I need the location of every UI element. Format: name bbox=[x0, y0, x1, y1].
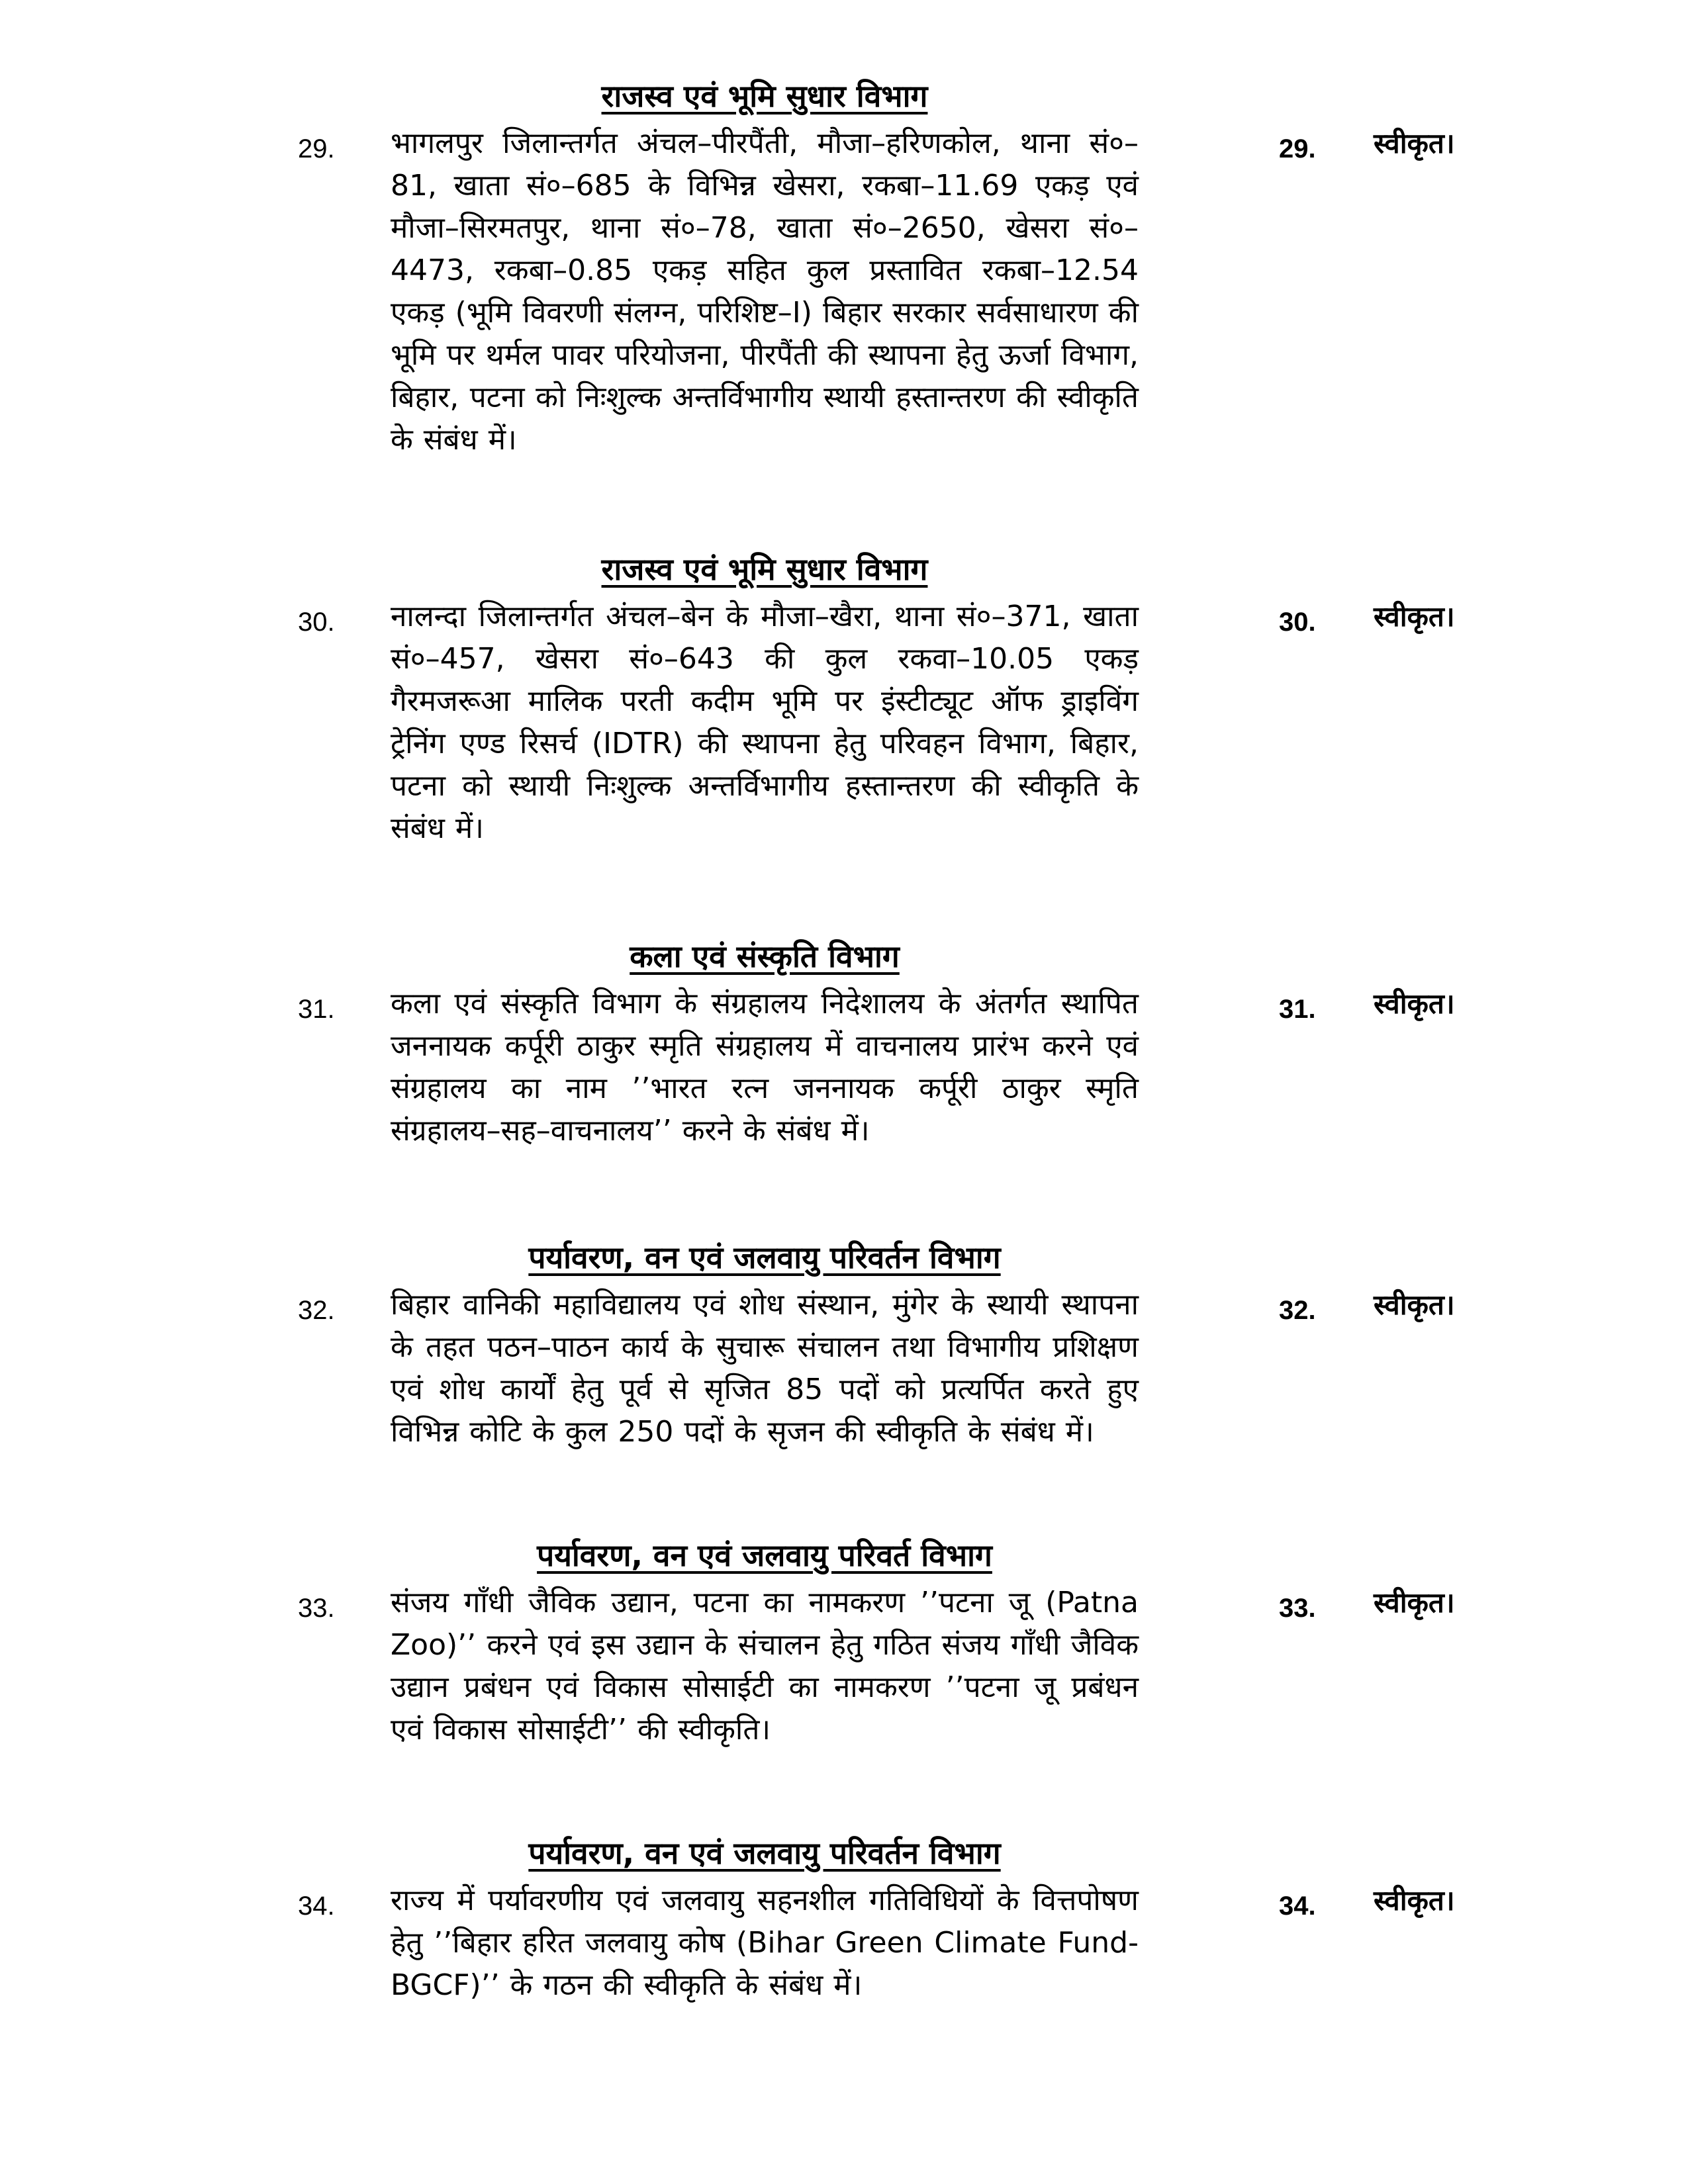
decision-status: स्वीकृत। bbox=[1374, 127, 1455, 159]
item-number: 31. bbox=[298, 995, 335, 1024]
item-number: 30. bbox=[298, 608, 335, 637]
item-number: 33. bbox=[298, 1594, 335, 1623]
decision-number: 33. bbox=[1279, 1594, 1316, 1623]
decision-number: 29. bbox=[1279, 134, 1316, 163]
item-number: 29. bbox=[298, 134, 335, 163]
decision-number: 31. bbox=[1279, 995, 1316, 1024]
item-description: कला एवं संस्कृति विभाग के संग्रहालय निदेशालय के अंतर्गत स्थापित जननायक कर्पूरी ठाकुर स्मृति संग्रहालय में वाचनालय प्रारंभ करने एवं संग्रहालय का नाम ’’भारत रत्न जननायक कर्पूरी ठाकुर स्मृति संग्रहालय–सह–वाचनालय’’ करने के संबंध में। bbox=[391, 987, 1139, 1148]
decision-status: स्वीकृत। bbox=[1374, 1586, 1455, 1619]
item-number: 32. bbox=[298, 1296, 335, 1325]
item-description: भागलपुर जिलान्तर्गत अंचल–पीरपैंती, मौजा–हरिणकोल, थाना सं०–81, खाता सं०–685 के विभिन्न खेसरा, रकबा–11.69 एकड़ एवं मौजा–सिरमतपुर, थाना सं०–78, खाता सं०–2650, खेसरा सं०–4473, रकबा–0.85 एकड़ सहित कुल प्रस्तावित रकबा–12.54 एकड़ (भूमि विवरणी संलग्न, परिशिष्ट–I) बिहार सरकार सर्वसाधारण की भूमि पर थर्मल पावर परियोजना, पीरपैंती की स्थापना हेतु ऊर्जा विभाग, बिहार, पटना को निःशुल्क अन्तर्विभागीय स्थायी हस्तान्तरण की स्वीकृति के संबंध में। bbox=[391, 126, 1139, 457]
item-description: नालन्दा जिलान्तर्गत अंचल–बेन के मौजा–खैरा, थाना सं०–371, खाता सं०–457, खेसरा सं०–643 की कुल रकवा–10.05 एकड़ गैरमजरूआ मालिक परती कदीम भूमि पर इंस्टीट्यूट ऑफ ड्राइविंग ट्रेनिंग एण्ड रिसर्च (IDTR) की स्थापना हेतु परिवहन विभाग, बिहार, पटना को स्थायी निःशुल्क अन्तर्विभागीय हस्तान्तरण की स्वीकृति के संबंध में। bbox=[391, 600, 1139, 845]
department-heading: कला एवं संस्कृति विभाग bbox=[630, 938, 900, 974]
department-heading: राजस्व एवं भूमि सुधार विभाग bbox=[601, 551, 928, 587]
item-number: 34. bbox=[298, 1891, 335, 1921]
department-heading: पर्यावरण, वन एवं जलवायु परिवर्त विभाग bbox=[537, 1537, 992, 1573]
department-heading: पर्यावरण, वन एवं जलवायु परिवर्तन विभाग bbox=[528, 1240, 1001, 1275]
decision-number: 30. bbox=[1279, 608, 1316, 637]
item-description: संजय गाँधी जैविक उद्यान, पटना का नामकरण ’’पटना जू (Patna Zoo)’’ करने एवं इस उद्यान के संचालन हेतु गठित संजय गाँधी जैविक उद्यान प्रबंधन एवं विकास सोसाईटी का नामकरण ’’पटना जू प्रबंधन एवं विकास सोसाईटी’’ की स्वीकृति। bbox=[391, 1586, 1139, 1747]
decision-number: 34. bbox=[1279, 1891, 1316, 1921]
decision-status: स्वीकृत। bbox=[1374, 600, 1455, 633]
item-description: राज्य में पर्यावरणीय एवं जलवायु सहनशील गतिविधियों के वित्तपोषण हेतु ’’बिहार हरित जलवायु कोष (Bihar Green Climate Fund-BGCF)’’ के गठन की स्वीकृति के संबंध में। bbox=[391, 1884, 1139, 2002]
decision-status: स्वीकृत। bbox=[1374, 1884, 1455, 1917]
item-description: बिहार वानिकी महाविद्यालय एवं शोध संस्थान, मुंगेर के स्थायी स्थापना के तहत पठन–पाठन कार्य के सुचारू संचालन तथा विभागीय प्रशिक्षण एवं शोध कार्यों हेतु पूर्व से सृजित 85 पदों को प्रत्यर्पित करते हुए विभिन्न कोटि के कुल 250 पदों के सृजन की स्वीकृति के संबंध में। bbox=[391, 1288, 1139, 1449]
decision-number: 32. bbox=[1279, 1296, 1316, 1325]
department-heading: राजस्व एवं भूमि सुधार विभाग bbox=[601, 78, 928, 114]
decision-status: स्वीकृत। bbox=[1374, 987, 1455, 1020]
decision-status: स्वीकृत। bbox=[1374, 1289, 1455, 1321]
department-heading: पर्यावरण, वन एवं जलवायु परिवर्तन विभाग bbox=[528, 1835, 1001, 1871]
